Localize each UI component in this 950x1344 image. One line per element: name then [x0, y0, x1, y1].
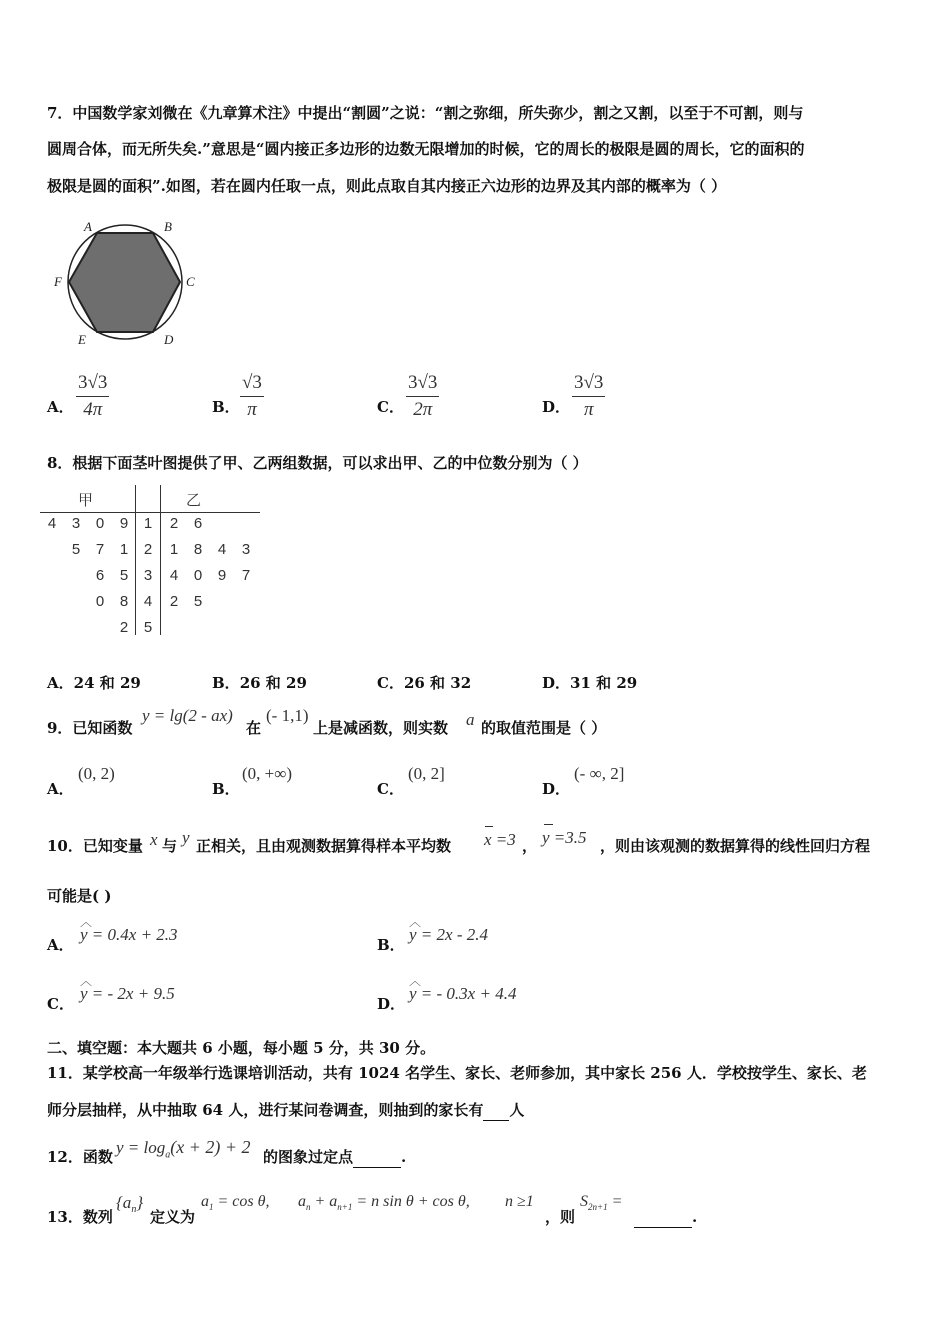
q13-answer	[634, 1208, 697, 1228]
stem-leaf-left-leaf: 5	[119, 567, 129, 584]
q9-option-c-label: C．	[377, 780, 404, 798]
stem-leaf-left-leaf: 8	[119, 593, 129, 610]
stem-leaf-right-leaf: 1	[169, 541, 179, 558]
q10-option-b-text: y = 2x - 2.4	[409, 925, 488, 944]
q8-option-d-text: 31 和 29	[570, 674, 638, 692]
stem-leaf-stem: 3	[143, 567, 153, 584]
q10-option-b-hat-icon: ︿	[409, 915, 422, 929]
q13-def1-sub: 1	[209, 1202, 214, 1213]
q10-and: 与	[162, 837, 178, 855]
q7-option-b-num: √3	[240, 372, 264, 397]
q10-option-b-label: B．	[377, 936, 405, 954]
stem-leaf-right-leaf: 6	[193, 515, 203, 532]
q7-option-a-den: 4π	[83, 399, 103, 420]
q10-option-c-text: y = - 2x + 9.5	[80, 984, 175, 1003]
vertex-label-d: D	[164, 332, 174, 347]
stem-leaf-stem: 5	[143, 619, 153, 636]
q7-option-d-fraction	[572, 372, 605, 421]
q10-suffix: ，则由该观测的数据算得的线性回归方程	[600, 837, 871, 855]
q12-end: .	[401, 1148, 407, 1166]
q13-condition: n ≥1	[505, 1193, 534, 1210]
q13-sum-sub: 2n+1	[588, 1202, 608, 1213]
q10-option-a-text: y = 0.4x + 2.3	[80, 925, 178, 944]
q8-option-c-label: C．	[377, 674, 404, 692]
q10-option-c-label: C．	[47, 995, 74, 1013]
stem-leaf-right-leaf: 3	[241, 541, 251, 558]
q7-line2: 圆周合体，而无所失矣.”意思是“圆内接正多边形的边数无限增加的时候，它的周长的极限是圆的周长，它的面积的	[47, 140, 805, 158]
q9-option-d-label: D．	[542, 780, 571, 798]
q7-option-c-den: 2π	[413, 399, 433, 420]
stem-leaf-left-leaf: 0	[95, 515, 105, 532]
q7-line1: 7．中国数学家刘微在《九章算术注》中提出“割圆”之说：“割之弥细，所失弥少，割之又割，以至于不可割，则与	[47, 104, 804, 122]
q13-seq-close: }	[136, 1193, 144, 1212]
q10-option-d-text: y = - 0.3x + 4.4	[409, 984, 517, 1003]
q7-option-b-fraction	[240, 372, 264, 421]
q11-line2-text: 师分层抽样，从中抽取 64 人，进行某问卷调查，则抽到的家长有	[47, 1101, 484, 1119]
q8-option-c-text: 26 和 32	[403, 674, 472, 692]
q8-option-b-text: 26 和 29	[239, 674, 307, 692]
q7-option-d-label: D．	[542, 398, 571, 416]
stem-leaf-right-leaf: 2	[169, 515, 179, 532]
q9-option-b-text: (0, +∞)	[242, 764, 293, 783]
q13-definition-2	[298, 1193, 470, 1212]
stem-leaf-left-leaf: 9	[119, 515, 129, 532]
q10-prefix: 10．已知变量	[47, 837, 143, 855]
q7-option-a-fraction	[76, 372, 109, 421]
q10-ybar: y =3.5	[542, 828, 587, 847]
q10-option-d-label: D．	[377, 995, 406, 1013]
vertex-label-f: F	[54, 274, 62, 289]
q13-seq-open: {a	[116, 1193, 132, 1212]
vertex-label-b: B	[164, 219, 172, 234]
hexagon-in-circle-figure	[50, 215, 210, 350]
q7-option-b-den: π	[247, 399, 257, 420]
q9-option-b-label: B．	[212, 780, 240, 798]
q7-option-a-num: 3√3	[76, 372, 109, 397]
q10-comma: ，	[522, 837, 538, 855]
q7-option-d-num: 3√3	[572, 372, 605, 397]
q13-sum-s: S	[580, 1193, 588, 1210]
q8-option-a-label: A．	[47, 674, 74, 692]
q8-option-a	[47, 672, 141, 693]
stem-leaf-left-leaf: 0	[95, 593, 105, 610]
q8-option-b	[212, 672, 307, 693]
q13-def2-sub2: n+1	[337, 1202, 353, 1213]
stem-leaf-stem: 1	[143, 515, 153, 532]
q12-suffix-text: 的图象过定点	[263, 1148, 354, 1166]
q9-option-d-text: (- ∞, 2]	[574, 764, 625, 783]
q9-mid: 在	[246, 719, 262, 737]
stem-leaf-right-leaf: 4	[217, 541, 227, 558]
q8-option-c	[377, 672, 471, 693]
q11-line1: 11．某学校高一年级举行选课培训活动，共有 1024 名学生、家长、老师参加，其中家长 256 人．学校按学生、家长、老	[47, 1064, 867, 1082]
q13-def2-sub: n	[306, 1202, 311, 1213]
q13-seq-sub: n	[131, 1204, 137, 1216]
vertex-label-e: E	[78, 332, 86, 347]
q12-function	[116, 1137, 251, 1160]
q13-def2-plus: + a	[310, 1193, 338, 1210]
q10-option-c-hat-icon: ︿	[80, 974, 93, 988]
q13-def1-a: a	[201, 1193, 209, 1210]
q10-option-d-hat-icon: ︿	[409, 974, 422, 988]
stem-leaf-left-leaf: 6	[95, 567, 105, 584]
q9-var: a	[466, 710, 475, 729]
q8-option-b-label: B．	[212, 674, 240, 692]
q13-mid: 定义为	[150, 1208, 196, 1226]
q10-option-a-label: A．	[47, 936, 74, 954]
q13-then: ，则	[545, 1208, 576, 1226]
stem-leaf-left-leaf: 5	[71, 541, 81, 558]
q8-option-d	[542, 672, 637, 693]
q7-line3: 极限是圆的面积”.如图，若在圆内任取一点，则此点取自其内接正六边形的边界及其内部的概率为（ ）	[47, 177, 727, 195]
q9-prefix: 9．已知函数	[47, 719, 133, 737]
vertex-label-c: C	[186, 274, 195, 289]
q10-mid: 正相关，且由观测数据算得样本平均数	[196, 837, 452, 855]
q11-answer-blank[interactable]	[483, 1101, 509, 1121]
stem-leaf-right-leaf: 0	[193, 567, 203, 584]
q11-line2	[47, 1101, 524, 1121]
q13-sequence	[116, 1193, 143, 1215]
q13-end: .	[692, 1208, 698, 1226]
q7-option-c-fraction	[406, 372, 439, 421]
hexagon-shape	[69, 233, 180, 332]
q8-text: 8．根据下面茎叶图提供了甲、乙两组数据，可以求出甲、乙的中位数分别为（ ）	[47, 454, 588, 472]
stem-leaf-stem: 4	[143, 593, 153, 610]
q10-ybar-overline	[544, 824, 553, 825]
q13-prefix: 13．数列	[47, 1208, 113, 1226]
stem-leaf-left-leaf: 4	[47, 515, 57, 532]
vertex-label-a: A	[84, 219, 92, 234]
q12-func-base: a	[165, 1149, 171, 1161]
q9-option-a-label: A．	[47, 780, 74, 798]
q7-option-c-label: C．	[377, 398, 404, 416]
q13-sum-eq: =	[607, 1193, 623, 1210]
q9-option-a-text: (0, 2)	[78, 764, 115, 783]
stem-leaf-right-leaf: 7	[241, 567, 251, 584]
q9-mid2: 上是减函数，则实数	[313, 719, 449, 737]
stem-leaf-right-leaf: 8	[193, 541, 203, 558]
q12-func-args: (x + 2) + 2	[170, 1137, 251, 1157]
q9-suffix: 的取值范围是（ ）	[481, 719, 607, 737]
q10-y: y	[182, 828, 190, 847]
stem-leaf-left-leaf: 7	[95, 541, 105, 558]
stem-leaf-table	[40, 485, 270, 635]
stem-leaf-right-leaf: 4	[169, 567, 179, 584]
q10-xbar-overline	[485, 826, 493, 827]
stem-leaf-right-leaf: 9	[217, 567, 227, 584]
q7-option-b-label: B．	[212, 398, 240, 416]
stem-header-rule	[40, 512, 260, 513]
stem-leaf-left-leaf: 3	[71, 515, 81, 532]
stem-leaf-left-leaf: 2	[119, 619, 129, 636]
q13-def2-a: a	[298, 1193, 306, 1210]
q13-def1-rest: = cos θ,	[213, 1193, 270, 1210]
q8-option-a-text: 24 和 29	[73, 674, 141, 692]
stem-leaf-header-right: 乙	[186, 491, 202, 509]
stem-divider-right	[160, 485, 161, 635]
q7-option-d-den: π	[583, 399, 594, 420]
q10-xbar: x =3	[484, 830, 516, 849]
q12-answer-blank[interactable]	[353, 1148, 401, 1168]
q7-option-c-num: 3√3	[406, 372, 439, 397]
stem-leaf-right-leaf: 2	[169, 593, 179, 610]
q8-option-d-label: D．	[542, 674, 571, 692]
stem-leaf-stem: 2	[143, 541, 153, 558]
q12-prefix: 12．函数	[47, 1148, 113, 1166]
q10-x: x	[150, 830, 158, 849]
q13-sum	[580, 1193, 622, 1212]
stem-leaf-left-leaf: 1	[119, 541, 129, 558]
q11-line2-end: 人	[509, 1101, 525, 1119]
stem-leaf-right-leaf: 5	[193, 593, 203, 610]
q13-definition-1	[201, 1193, 269, 1212]
q13-def2-rest: = n sin θ + cos θ,	[352, 1193, 470, 1210]
q10-option-a-hat-icon: ︿	[80, 915, 93, 929]
q10-line2: 可能是( )	[47, 887, 112, 905]
q7-option-a-label: A．	[47, 398, 74, 416]
q12-suffix	[263, 1148, 406, 1168]
q9-function: y = lg(2 - ax)	[142, 706, 233, 725]
section2-heading: 二、填空题：本大题共 6 小题，每小题 5 分，共 30 分。	[47, 1039, 436, 1057]
q13-answer-blank[interactable]	[634, 1208, 692, 1228]
q9-option-c-text: (0, 2]	[408, 764, 445, 783]
q9-interval: (- 1,1)	[266, 706, 309, 725]
stem-leaf-header-left: 甲	[78, 491, 94, 509]
q12-func-log: y = log	[116, 1138, 166, 1157]
stem-divider-left	[135, 485, 136, 635]
